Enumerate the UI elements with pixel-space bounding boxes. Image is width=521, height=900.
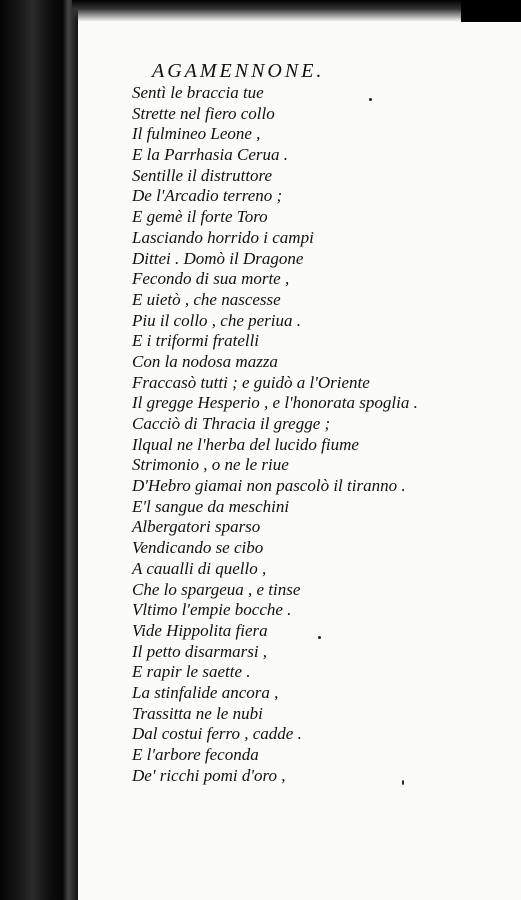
verse-line: Vide Hippolita fiera — [132, 620, 268, 640]
verse-line: E l'arbore feconda — [132, 745, 259, 764]
verse-line: Con la nodosa mazza — [132, 351, 278, 371]
ink-speck — [402, 780, 404, 785]
ink-speck — [369, 98, 372, 101]
verse-line: D'Hebro giamai non pascolò il tiranno . — [132, 476, 406, 496]
verse-line: E gemè il forte Toro — [132, 207, 268, 227]
verse-line: Ilqual ne l'herba del lucido fiume — [132, 434, 359, 454]
verse-line: De' ricchi pomi d'oro , — [132, 765, 286, 785]
corner-shadow — [461, 0, 521, 22]
verse-line: Strette nel fiero collo — [132, 103, 275, 123]
page-gutter-shadow — [62, 0, 78, 900]
verse-line: Lasciando horrido i campi — [132, 227, 314, 247]
verse-list — [132, 83, 418, 786]
verse-line: Vltimo l'empie bocche . — [132, 600, 292, 620]
verse-line: Albergatori sparso — [132, 517, 261, 537]
verse-line: Fecondo di sua morte , — [132, 269, 290, 289]
verse-line: Vendicando se cibo — [132, 538, 264, 558]
verse-line: E rapir le saette . — [132, 662, 251, 682]
verse-line: Il gregge Hesperio , e l'honorata spoglia . — [132, 393, 418, 413]
verse-line: Trassitta ne le nubi — [132, 703, 263, 723]
verse-line: La stinfalide ancora , — [132, 682, 279, 702]
verse-line: A caualli di quello , — [132, 558, 267, 578]
verse-line: Che lo spargeua , e tinse — [132, 579, 301, 599]
verse-line: E uietò , che nascesse — [132, 289, 281, 309]
verse-line: E'l sangue da meschini — [132, 496, 290, 516]
verse-line: Fraccasò tutti ; e guidò a l'Oriente — [132, 372, 370, 392]
verse-line: E la Parrhasia Cerua . — [132, 145, 289, 165]
verse-line: Sentille il distruttore — [132, 165, 273, 185]
verse-line: Il fulmineo Leone , — [132, 124, 261, 144]
verse-line: Dal costui ferro , cadde . — [132, 724, 302, 744]
verse-line: E i triformi fratelli — [132, 331, 260, 351]
verse-line: Piu il collo , che periua . — [132, 310, 302, 330]
verse-line: Strimonio , o ne le riue — [132, 455, 289, 475]
verse-line: Sentì le braccia tue — [132, 83, 264, 102]
verse-line: Cacciò di Thracia il gregge ; — [132, 414, 331, 433]
verse-line: Dittei . Domò il Dragone — [132, 248, 304, 268]
ink-speck — [318, 636, 321, 639]
verse-line: Il petto disarmarsi , — [132, 641, 268, 661]
verse-line: De l'Arcadio terreno ; — [132, 186, 283, 206]
top-edge-shadow — [72, 0, 521, 22]
running-heading: AGAMENNONE. — [152, 60, 325, 82]
